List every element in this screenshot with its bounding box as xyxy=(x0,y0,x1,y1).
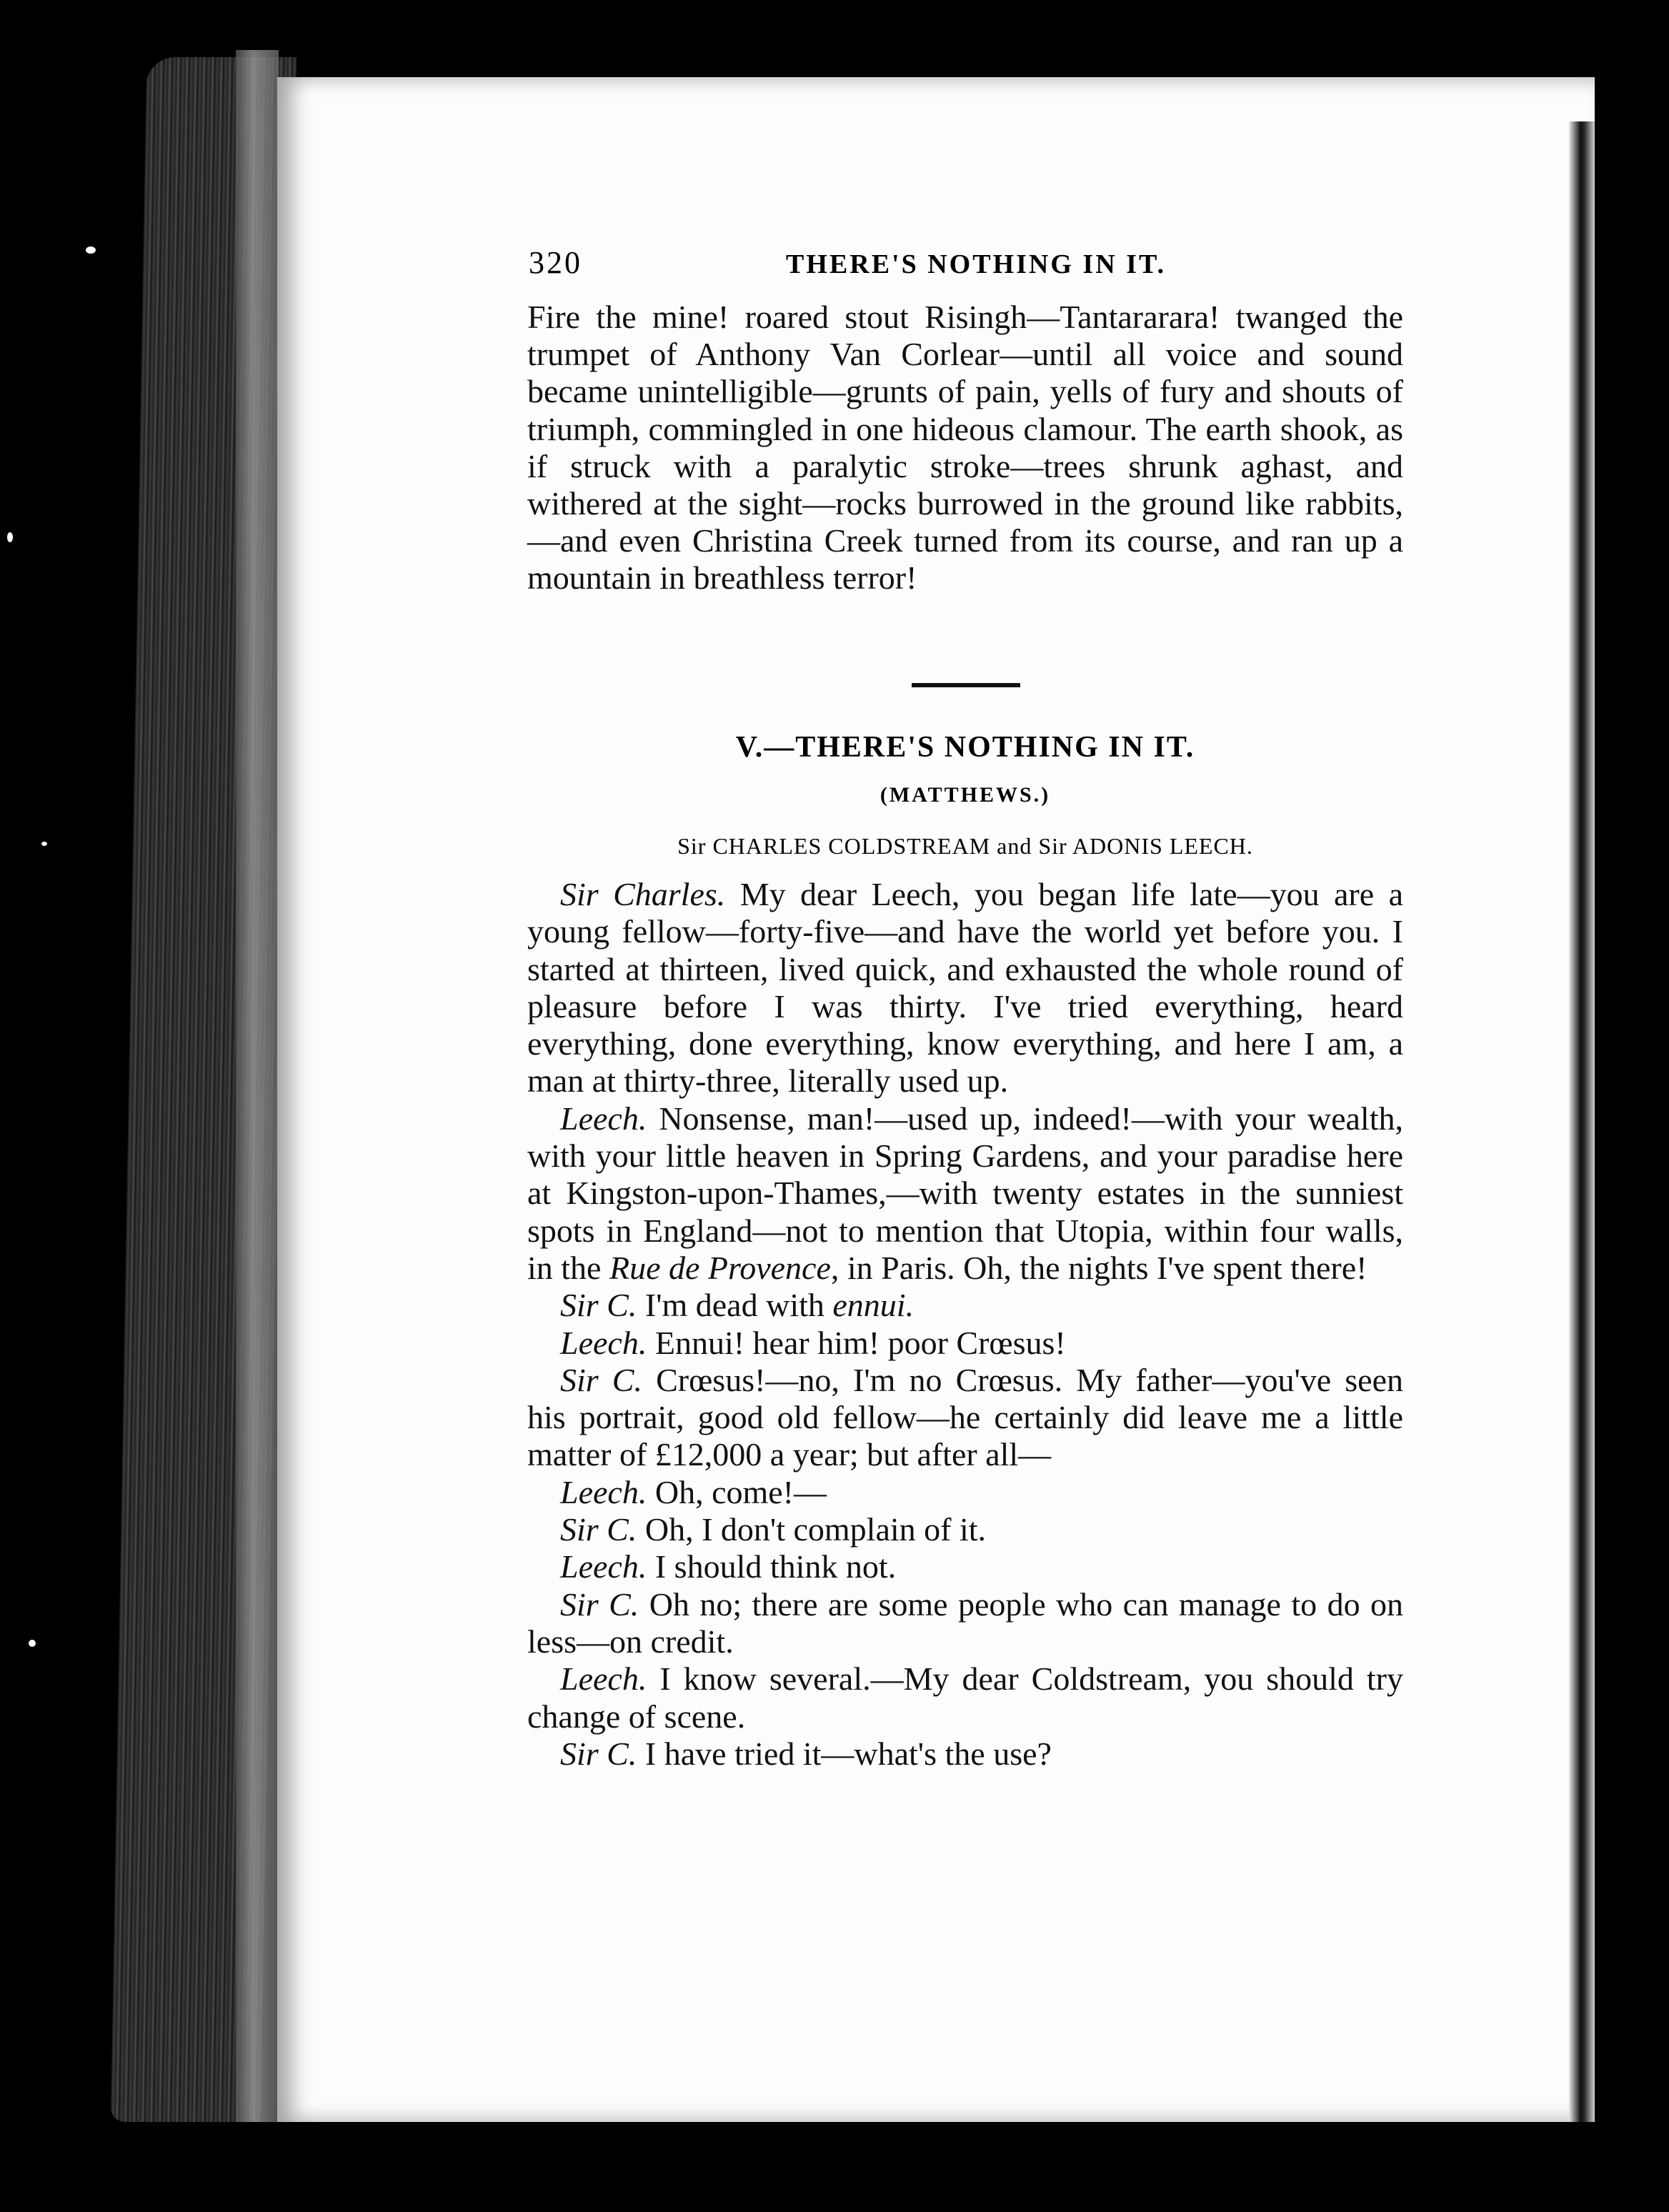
dialogue-line xyxy=(527,1586,1403,1661)
speaker-name: Sir C. xyxy=(560,1511,637,1548)
speaker-name: Leech. xyxy=(560,1660,647,1698)
line-italic: Rue de Provence xyxy=(609,1249,831,1286)
line-text: Oh no; there are some people who can manage to do on less—on credit. xyxy=(527,1585,1403,1660)
page-number: 320 xyxy=(529,245,582,280)
line-text: Nonsense, man!—used up, indeed!—with your wealth, with your little heaven in Spring Gardens, and your paradise here at Kingston-upon-Thames,—with twenty estates in the sunniest spots in England—not to mention that Utopia, within four walls, in the xyxy=(527,1100,1403,1286)
dialogue-line xyxy=(527,1511,1403,1548)
running-title: THERE'S NOTHING IN IT. xyxy=(786,249,1166,279)
speaker-name: Leech. xyxy=(560,1324,647,1361)
paragraph-text: Fire the mine! roared stout Risingh—Tantararara! twanged the trumpet of Anthony Van Corlear—until all voice and sound became unintelligible—grunts of pain, yells of fury and shouts of triumph, commingled in one hideous clamour. The earth shook, as if struck with a paralytic stroke—trees shrunk aghast, and withered at the sight—rocks burrowed in the ground like rabbits,—and even Christina Creek turned from its course, and ran up a mountain in breathless terror! xyxy=(527,299,1403,597)
dialogue-line xyxy=(527,1474,1403,1511)
dialogue-line xyxy=(527,876,1403,1100)
line-text: I know several.—My dear Coldstream, you should try change of scene. xyxy=(527,1660,1403,1735)
line-text: I have tried it—what's the use? xyxy=(637,1735,1052,1772)
speaker-name: Sir C. xyxy=(560,1287,637,1324)
speaker-name: Leech. xyxy=(560,1473,647,1510)
section-heading: V.—THERE'S NOTHING IN IT. xyxy=(735,731,1195,764)
line-text: , in Paris. Oh, the nights I've spent there! xyxy=(830,1249,1367,1286)
speaker-name: Sir C. xyxy=(560,1735,637,1772)
scan-speck xyxy=(7,532,13,542)
dialogue-line xyxy=(527,1362,1403,1474)
line-text: Oh, I don't complain of it. xyxy=(637,1511,987,1548)
opening-paragraph xyxy=(527,299,1403,597)
dialogue-line xyxy=(527,1325,1403,1362)
speaker-name: Sir C. xyxy=(560,1361,642,1398)
line-italic: ennui. xyxy=(832,1287,915,1324)
dialogue-line xyxy=(527,1548,1403,1585)
page-edges xyxy=(236,50,279,2122)
dialogue-line xyxy=(527,1287,1403,1324)
line-text: Crœsus!—no, I'm no Crœsus. My father—you've seen his portrait, good old fellow—he certainly did leave me a little matter of £12,000 a year; but after all— xyxy=(527,1361,1403,1473)
line-text: I'm dead with xyxy=(637,1287,833,1324)
scan-speck xyxy=(29,1640,36,1647)
page-gutter-right xyxy=(1569,121,1595,2122)
line-text: I should think not. xyxy=(647,1548,897,1585)
speaker-name: Sir C. xyxy=(560,1585,639,1623)
section-divider xyxy=(912,683,1020,687)
dialogue-line xyxy=(527,1735,1403,1773)
dialogue-line xyxy=(527,1660,1403,1735)
scan-speck xyxy=(86,246,96,254)
scan-speck xyxy=(41,842,47,846)
line-text: My dear Leech, you began life late—you are a young fellow—forty-five—and have the world yet before you. I started at thirteen, lived quick, and exhausted the whole round of pleasure before I was thirty. I've tried everything, heard everything, done everything, know everything, and here I am, a man at thirty-three, literally used up. xyxy=(527,876,1403,1100)
speaker-name: Leech. xyxy=(560,1548,647,1585)
line-text: Ennui! hear him! poor Crœsus! xyxy=(647,1324,1066,1361)
dialogue xyxy=(527,876,1403,1773)
line-text: Oh, come!— xyxy=(647,1473,827,1510)
speaker-name: Sir Charles. xyxy=(560,876,726,912)
dramatis-personae: Sir CHARLES COLDSTREAM and Sir ADONIS LEECH. xyxy=(677,833,1253,859)
dialogue-line xyxy=(527,1100,1403,1287)
speaker-name: Leech. xyxy=(560,1100,647,1137)
section-author: (MATTHEWS.) xyxy=(880,783,1051,807)
